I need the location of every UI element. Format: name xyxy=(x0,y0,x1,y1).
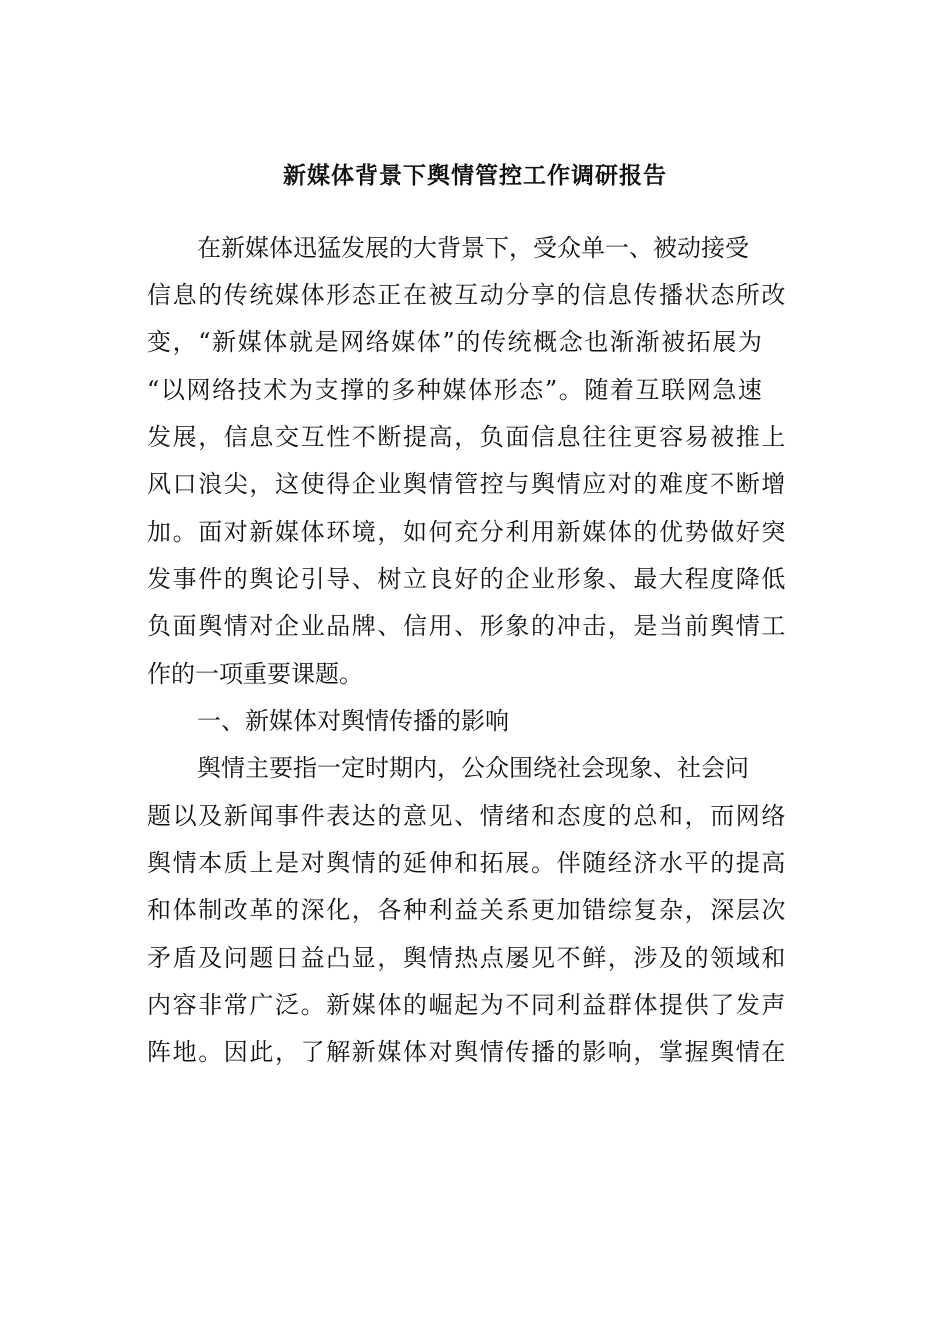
paragraph-line: 负面舆情对企业品牌、信用、形象的冲击，是当前舆情工 xyxy=(147,612,787,640)
paragraph-line: 发事件的舆论引导、树立良好的企业形象、最大程度降低 xyxy=(147,565,787,593)
paragraph-line: 加。面对新媒体环境，如何充分利用新媒体的优势做好突 xyxy=(147,518,787,546)
paragraph-line: 和体制改革的深化，各种利益关系更加错综复杂，深层次 xyxy=(147,896,787,924)
document-title: 新媒体背景下舆情管控工作调研报告 xyxy=(283,162,667,189)
paragraph-line: 矛盾及问题日益凸显，舆情热点屡见不鲜，涉及的领域和 xyxy=(147,944,787,972)
paragraph-line: 信息的传统媒体形态正在被互动分享的信息传播状态所改 xyxy=(147,281,787,309)
section-heading: 一、新媒体对舆情传播的影响 xyxy=(197,707,509,735)
paragraph-line: 内容非常广泛。新媒体的崛起为不同利益群体提供了发声 xyxy=(147,991,787,1019)
paragraph-line: 题以及新闻事件表达的意见、情绪和态度的总和，而网络 xyxy=(147,802,787,830)
paragraph-line: 阵地。因此，了解新媒体对舆情传播的影响，掌握舆情在 xyxy=(147,1038,787,1066)
paragraph-line: 变，“新媒体就是网络媒体”的传统概念也渐渐被拓展为 xyxy=(147,328,764,356)
paragraph-line: 在新媒体迅猛发展的大背景下，受众单一、被动接受 xyxy=(197,234,749,262)
paragraph-line: 发展，信息交互性不断提高，负面信息往往更容易被推上 xyxy=(147,423,787,451)
paragraph-line: 舆情主要指一定时期内，公众围绕社会现象、社会问 xyxy=(197,754,749,782)
paragraph-line: “以网络技术为支撑的多种媒体形态”。随着互联网急速 xyxy=(147,376,764,404)
paragraph-line: 舆情本质上是对舆情的延伸和拓展。伴随经济水平的提高 xyxy=(147,849,787,877)
paragraph-line: 风口浪尖，这使得企业舆情管控与舆情应对的难度不断增 xyxy=(147,470,787,498)
paragraph-line: 作的一项重要课题。 xyxy=(147,660,363,688)
